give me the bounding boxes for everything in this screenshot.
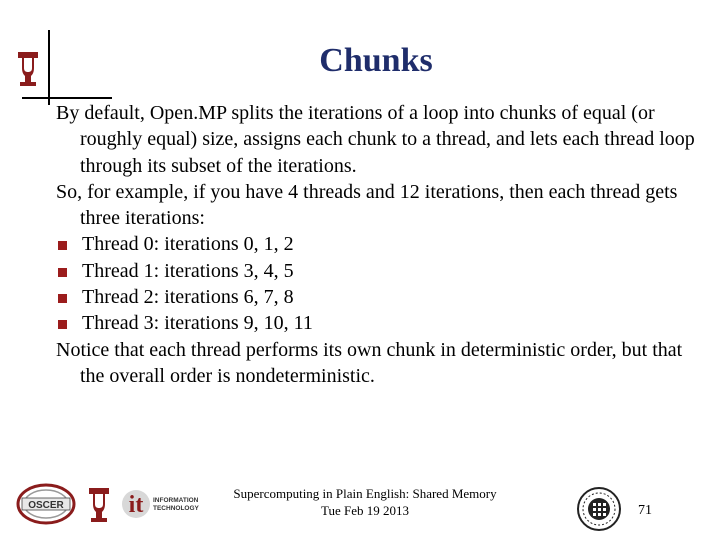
paragraph-default-chunking: By default, Open.MP splits the iterations of a loop into chunks of equal (or roughly equal) size, assigns each chunk to a thread, and lets each thread loop through its subset of the iterations.	[56, 102, 695, 177]
paragraph-example: So, for example, if you have 4 threads and 12 iterations, then each thread gets three iterations:	[56, 180, 678, 230]
slide-title: Chunks	[319, 42, 433, 79]
paragraph-notice: Notice that each thread performs its own chunk in deterministic order, but that the overall order is nondeterministic.	[56, 338, 683, 387]
svg-text:it: it	[128, 492, 144, 518]
university-seal-icon	[576, 486, 622, 532]
footer-date: Tue Feb 19 2013	[320, 503, 409, 518]
list-item	[56, 284, 696, 310]
bullet-square-icon	[58, 320, 67, 329]
bullet-square-icon	[58, 294, 67, 303]
oscer-logo-icon	[16, 482, 76, 526]
list-item	[56, 231, 696, 257]
bullet-text: Thread 3: iterations 9, 10, 11	[82, 312, 313, 335]
title-horizontal-rule	[22, 97, 112, 99]
svg-text:TECHNOLOGY: TECHNOLOGY	[153, 505, 199, 512]
bullet-square-icon	[58, 241, 67, 250]
footer-course-title: Supercomputing in Plain English: Shared Memory	[233, 486, 497, 501]
page-number: 71	[638, 503, 652, 518]
svg-text:OSCER: OSCER	[28, 500, 64, 511]
bullet-text: Thread 1: iterations 3, 4, 5	[82, 259, 294, 282]
list-item	[56, 258, 696, 284]
ou-monogram-icon	[82, 484, 116, 524]
bullet-square-icon	[58, 268, 67, 277]
it-logo-icon	[120, 486, 208, 522]
list-item	[56, 310, 696, 336]
svg-text:INFORMATION: INFORMATION	[153, 497, 199, 504]
footer-caption	[212, 485, 518, 519]
bullet-text: Thread 0: iterations 0, 1, 2	[82, 233, 294, 256]
bullet-text: Thread 2: iterations 6, 7, 8	[82, 286, 294, 309]
slide-body	[56, 100, 696, 389]
